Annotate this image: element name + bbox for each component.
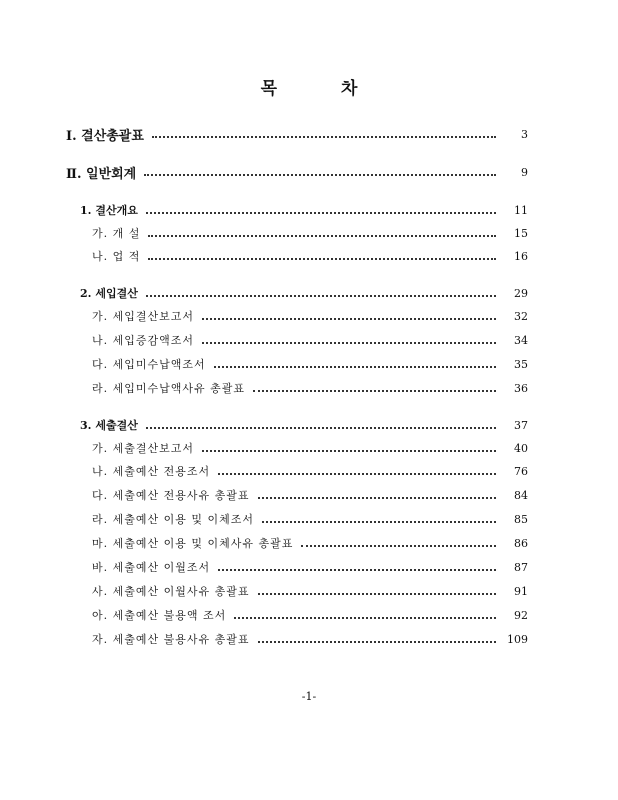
toc-entry-page: 36 [514, 381, 528, 395]
toc-title-char-1: 목 [260, 79, 277, 99]
toc-entry-label: 다. 세입미수납액조서 [92, 358, 206, 371]
toc-entry-page: 15 [514, 226, 528, 240]
toc-entry-label: 아. 세출예산 불용액 조서 [92, 609, 227, 622]
dot-leader [218, 569, 496, 571]
toc-entry-label: 자. 세출예산 불용사유 총괄표 [92, 633, 250, 646]
toc-entry-11 [92, 439, 528, 457]
toc-entry-label: 가. 세출결산보고서 [92, 442, 195, 455]
toc-entry-label: 바. 세출예산 이월조서 [92, 561, 211, 574]
toc-entry-label: 나. 업 적 [92, 250, 141, 263]
dot-leader [152, 136, 496, 138]
dot-leader [146, 295, 496, 297]
toc-entry-label: 사. 세출예산 이월사유 총괄표 [92, 585, 250, 598]
toc-entry-page: 34 [514, 333, 528, 347]
dot-leader [146, 427, 496, 429]
toc-entry-17 [92, 582, 528, 600]
dot-leader [148, 235, 496, 237]
dot-leader [214, 366, 496, 368]
toc-entry-page: 109 [507, 632, 528, 646]
dot-leader [234, 617, 496, 619]
toc-entry-label: Ⅰ. 결산총괄표 [66, 128, 144, 144]
toc-entry-2 [80, 201, 528, 219]
toc-entry-page: 32 [514, 309, 528, 323]
toc-entry-label: 다. 세출예산 전용사유 총괄표 [92, 489, 250, 502]
dot-leader [262, 521, 496, 523]
toc-entry-8 [92, 355, 528, 373]
toc-entry-18 [92, 606, 528, 624]
toc-entry-page: 11 [514, 203, 528, 217]
dot-leader [253, 390, 496, 392]
toc-entry-label: 3. 세출결산 [80, 419, 138, 432]
dot-leader [146, 212, 496, 214]
dot-leader [202, 318, 496, 320]
dot-leader [144, 174, 496, 176]
toc-entry-label: 가. 세입결산보고서 [92, 310, 195, 323]
toc-entry-label: 나. 세입증감액조서 [92, 334, 195, 347]
toc-entry-page: 3 [521, 127, 528, 141]
toc-entry-14 [92, 510, 528, 528]
dot-leader [148, 258, 496, 260]
toc-entry-page: 29 [514, 286, 528, 300]
toc-entry-page: 40 [514, 441, 528, 455]
toc-entry-page: 91 [514, 584, 528, 598]
page-number: -1- [301, 690, 317, 703]
toc-entry-label: 나. 세출예산 전용조서 [92, 465, 211, 478]
toc-entry-page: 85 [514, 512, 528, 526]
toc-entry-label: 라. 세입미수납액사유 총괄표 [92, 382, 246, 395]
toc-entry-label: 2. 세입결산 [80, 287, 138, 300]
toc-entry-15 [92, 534, 528, 552]
dot-leader [218, 473, 496, 475]
toc-entry-9 [92, 379, 528, 397]
toc-entry-19 [92, 630, 528, 648]
toc-entry-4 [92, 247, 528, 265]
dot-leader [202, 450, 496, 452]
dot-leader [258, 641, 497, 643]
toc-entry-page: 84 [514, 488, 528, 502]
toc-entry-7 [92, 331, 528, 349]
toc-title [0, 74, 618, 99]
dot-leader [258, 593, 497, 595]
toc-entry-0 [66, 125, 528, 143]
toc-entry-3 [92, 224, 528, 242]
toc-entry-page: 92 [514, 608, 528, 622]
toc-entry-page: 87 [514, 560, 528, 574]
toc-entry-5 [80, 284, 528, 302]
toc-entry-label: Ⅱ. 일반회계 [66, 166, 137, 182]
toc-entry-label: 가. 개 설 [92, 227, 141, 240]
toc-entry-10 [80, 416, 528, 434]
toc-entry-page: 9 [521, 165, 528, 179]
dot-leader [301, 545, 496, 547]
toc-entry-6 [92, 307, 528, 325]
toc-entry-page: 35 [514, 357, 528, 371]
toc-entry-page: 37 [514, 418, 528, 432]
toc-title-char-2: 차 [341, 79, 358, 99]
toc-entry-page: 86 [514, 536, 528, 550]
toc-entry-1 [66, 163, 528, 181]
toc-entry-12 [92, 462, 528, 480]
toc-entry-page: 76 [514, 464, 528, 478]
dot-leader [258, 497, 497, 499]
toc-entry-13 [92, 486, 528, 504]
toc-entry-label: 1. 결산개요 [80, 204, 138, 217]
toc-entry-page: 16 [514, 249, 528, 263]
toc-entry-label: 마. 세출예산 이용 및 이체사유 총괄표 [92, 537, 294, 550]
toc-entry-label: 라. 세출예산 이용 및 이체조서 [92, 513, 254, 526]
toc-entry-16 [92, 558, 528, 576]
dot-leader [202, 342, 496, 344]
